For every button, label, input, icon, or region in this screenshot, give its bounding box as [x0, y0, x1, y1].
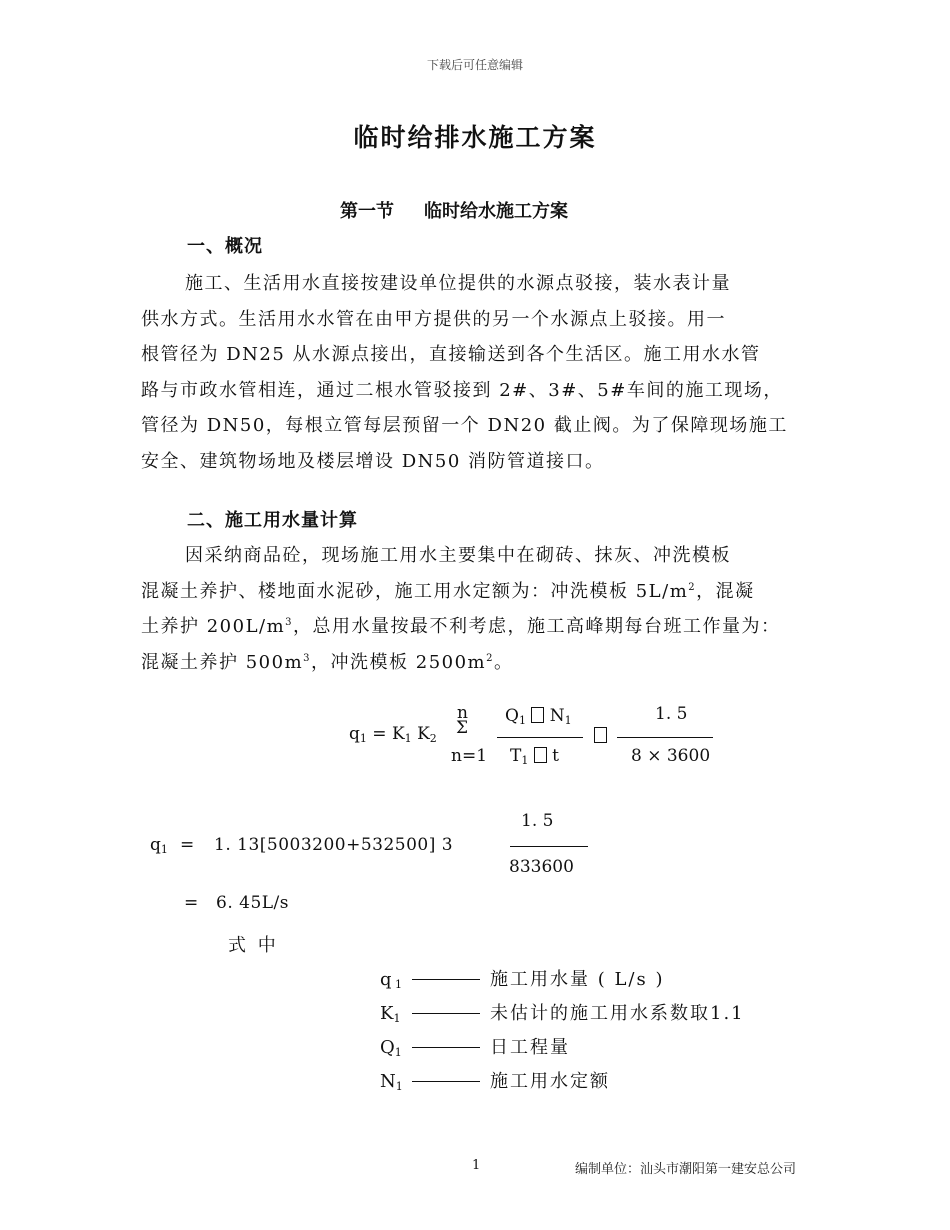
paragraph-line: 混凝土养护、楼地面水泥砂，施工用水定额为：冲洗模板 $5L/m^2$，混凝 [141, 580, 755, 602]
paragraph-line: 混凝土养护 $500m^3$，冲洗模板 $2500m^2$。 [141, 651, 514, 673]
definition-item: $Q_1$ 日工程量 [380, 1037, 570, 1059]
fraction2-numerator: 1. 5 [655, 704, 688, 724]
definition-item: $N_1$ 施工用水定额 [380, 1071, 610, 1093]
section-label: 第一节 [340, 201, 394, 222]
heading-overview: 一、概况 [187, 236, 263, 257]
result-value: 6. 45L/s [216, 893, 289, 913]
paragraph-line: 管径为 DN50，每根立管每层预留一个 DN20 截止阀。为了保障现场施工 [141, 415, 788, 437]
definition-item: $K_1$ 未估计的施工用水系数取1.1 [380, 1003, 745, 1025]
sigma-lower: n=1 [451, 746, 488, 766]
paragraph-overview [141, 266, 811, 480]
formula2-fraction-bar [510, 846, 588, 847]
multiply-symbol [594, 726, 607, 746]
paragraph-line: 供水方式。生活用水水管在由甲方提供的另一个水源点上驳接。用一 [141, 308, 726, 330]
document-title: 临时给排水施工方案 [353, 123, 597, 152]
formula2-lhs: $q_1$ [150, 835, 168, 856]
definition-item: q $_1$ 施工用水量 ( L/s ) [380, 969, 665, 991]
section-name: 临时给水施工方案 [424, 201, 568, 222]
page-number: 1 [472, 1158, 481, 1173]
header-note: 下载后可任意编辑 [426, 58, 523, 72]
heading-water-calc: 二、施工用水量计算 [187, 510, 358, 531]
section-title [340, 197, 568, 223]
fraction2-bar [617, 737, 713, 738]
fraction2-denominator: 8 × 3600 [631, 746, 711, 766]
footer-organization: 编制单位：汕头市潮阳第一建安总公司 [575, 1162, 797, 1177]
paragraph-line: 施工、生活用水直接按建设单位提供的水源点驳接，装水表计量 [185, 273, 731, 294]
sigma-symbol: Σ [456, 718, 469, 738]
fraction1-denominator: $T_1$ t [510, 746, 559, 767]
result-equals: = [184, 893, 199, 913]
paragraph-line: 路与市政水管相连，通过二根水管驳接到 2#、3#、5#车间的施工现场， [141, 379, 783, 401]
paragraph-line: 因采纳商品砼，现场施工用水主要集中在砌砖、抹灰、冲洗模板 [185, 545, 731, 566]
where-label: 式 中 [228, 935, 279, 956]
formula2-equals: = [180, 835, 195, 855]
fraction1-bar [497, 737, 583, 738]
paragraph-line: 安全、建筑物场地及楼层增设 DN50 消防管道接口。 [141, 450, 605, 472]
formula-lhs: $q_1 = K_1$ $K_2$ [349, 724, 437, 745]
paragraph-water-calc [141, 538, 811, 680]
fraction1-numerator: $Q_1$ $N_1$ [505, 706, 572, 727]
sigma-upper: n [457, 703, 468, 723]
formula2-fraction-numerator: 1. 5 [521, 811, 554, 831]
paragraph-line: 土养护 $200L/m^3$，总用水量按最不利考虑，施工高峰期每台班工作量为： [141, 616, 781, 638]
paragraph-line: 根管径为 DN25 从水源点接出，直接输送到各个生活区。施工用水水管 [141, 344, 761, 366]
formula2-body: 1. 13[5003200+532500] 3 [214, 835, 454, 855]
formula2-fraction-denominator: 833600 [509, 857, 574, 877]
